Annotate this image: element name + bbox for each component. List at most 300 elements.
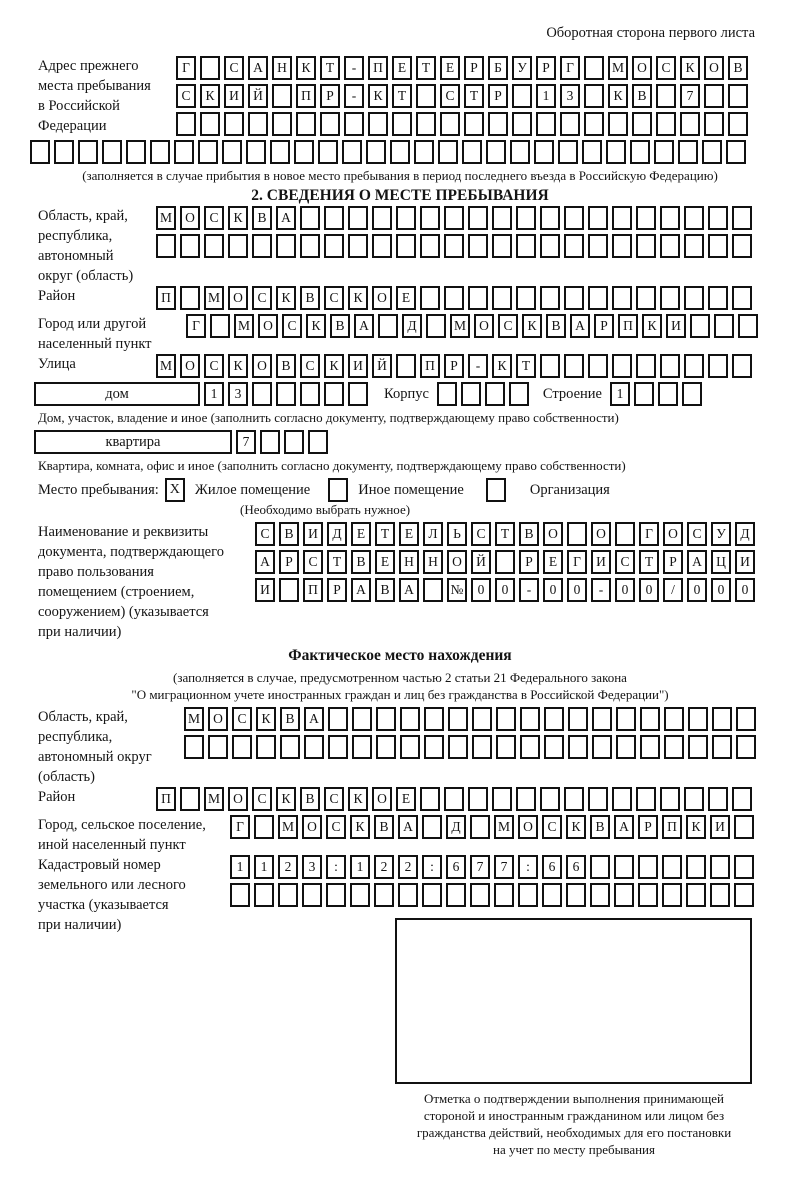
char-cell: О [372, 286, 392, 310]
char-cell [567, 522, 587, 546]
text-line: Адрес прежнего [38, 58, 139, 74]
char-cell [732, 787, 752, 811]
char-cell: О [228, 787, 248, 811]
char-cell [680, 112, 700, 136]
char-cell: Т [392, 84, 412, 108]
char-cell [566, 883, 586, 907]
document-label [38, 522, 255, 642]
char-cell [732, 286, 752, 310]
char-cell [534, 140, 554, 164]
char-cell [376, 735, 396, 759]
char-cell [352, 735, 372, 759]
document-block [38, 522, 800, 642]
char-cell [278, 883, 298, 907]
apartment-note: Квартира, комната, офис и иное (заполнить согласно документу, подтверждающему право собственности) [38, 458, 626, 473]
char-cell: 0 [495, 578, 515, 602]
char-cell [708, 354, 728, 378]
char-cell [590, 855, 610, 879]
char-cell [710, 883, 730, 907]
char-cell: А [255, 550, 275, 574]
char-cell: Ц [711, 550, 731, 574]
char-cell: Е [396, 787, 416, 811]
char-cell [612, 787, 632, 811]
char-cell: 6 [566, 855, 586, 879]
char-cell: Т [516, 354, 536, 378]
prev-address-note: (заполняется в случае прибытия в новое место пребывания в период последнего въезда в Российскую Федерацию) [82, 168, 718, 183]
char-cell [150, 140, 170, 164]
char-cell: О [372, 787, 392, 811]
char-cell [422, 883, 442, 907]
char-cell [464, 112, 484, 136]
char-cell: К [276, 787, 296, 811]
char-cell [492, 234, 512, 258]
char-cell: У [711, 522, 731, 546]
char-cell: - [591, 578, 611, 602]
char-cell [488, 112, 508, 136]
district-label: Район [38, 288, 76, 304]
char-cell [582, 140, 602, 164]
char-cell: А [276, 206, 296, 230]
char-cell [78, 140, 98, 164]
char-cell: О [591, 522, 611, 546]
char-cell [180, 234, 200, 258]
char-cell [468, 286, 488, 310]
char-cell: М [184, 707, 204, 731]
char-cell [686, 883, 706, 907]
char-cell [276, 382, 296, 406]
char-cell [614, 883, 634, 907]
char-cell [400, 707, 420, 731]
char-cell: / [663, 578, 683, 602]
text-line: на учет по месту пребывания [493, 1142, 655, 1157]
text-line: автономный [38, 248, 114, 264]
char-cell: И [224, 84, 244, 108]
char-cell: Н [399, 550, 419, 574]
char-cell [606, 140, 626, 164]
char-cell: 2 [278, 855, 298, 879]
char-cell [254, 815, 274, 839]
stroenie-cells [610, 382, 706, 406]
char-cell: 6 [446, 855, 466, 879]
char-cell [704, 112, 724, 136]
char-cell: А [351, 578, 371, 602]
char-cell: С [232, 707, 252, 731]
korpus-cells [437, 382, 533, 406]
char-cell [472, 707, 492, 731]
char-cell: М [156, 354, 176, 378]
char-cell [348, 234, 368, 258]
char-cell [564, 234, 584, 258]
text-line: гражданства действий, необходимых для его постановки [416, 1125, 732, 1140]
char-cell: К [566, 815, 586, 839]
char-cell [684, 206, 704, 230]
stroenie-label: Строение [542, 386, 602, 402]
char-cell [444, 787, 464, 811]
char-cell [588, 206, 608, 230]
char-cell: В [300, 286, 320, 310]
actual-region-row-2 [184, 735, 760, 759]
char-cell: 2 [374, 855, 394, 879]
char-cell [392, 112, 412, 136]
char-cell: Е [543, 550, 563, 574]
char-cell: О [180, 354, 200, 378]
char-cell: И [303, 522, 323, 546]
char-cell: С [252, 787, 272, 811]
char-cell [560, 112, 580, 136]
char-cell: А [614, 815, 634, 839]
char-cell [276, 234, 296, 258]
char-cell: А [398, 815, 418, 839]
char-cell [656, 112, 676, 136]
prev-address-row-3 [176, 112, 752, 136]
text-line: "О миграционном учете иностранных граждан и лиц без гражданства в Российской Федерации") [131, 687, 669, 702]
actual-region-block [38, 707, 800, 787]
char-cell: В [546, 314, 566, 338]
char-cell: Т [464, 84, 484, 108]
char-cell: 0 [735, 578, 755, 602]
region-grid [156, 206, 756, 262]
char-cell: С [303, 550, 323, 574]
char-cell: М [278, 815, 298, 839]
char-cell: 7 [680, 84, 700, 108]
document-grid [255, 522, 759, 606]
text-line: округ (область) [38, 268, 134, 284]
char-cell [256, 735, 276, 759]
char-cell [342, 140, 362, 164]
char-cell [304, 735, 324, 759]
house-cells [204, 382, 372, 406]
char-cell: Н [423, 550, 443, 574]
char-cell [540, 286, 560, 310]
char-cell: И [666, 314, 686, 338]
char-cell [540, 354, 560, 378]
char-cell [372, 234, 392, 258]
char-cell: 6 [542, 855, 562, 879]
char-cell [704, 84, 724, 108]
char-cell [564, 787, 584, 811]
char-cell [300, 234, 320, 258]
char-cell [664, 707, 684, 731]
cadastral-label [38, 855, 230, 935]
char-cell [588, 787, 608, 811]
char-cell [374, 883, 394, 907]
district-row [156, 286, 756, 310]
char-cell: К [686, 815, 706, 839]
char-cell [662, 855, 682, 879]
char-cell [588, 286, 608, 310]
char-cell [30, 140, 50, 164]
char-cell: 2 [398, 855, 418, 879]
actual-location-note [0, 669, 800, 703]
document-row-3 [255, 578, 759, 602]
text-line: Федерации [38, 118, 107, 134]
char-cell [318, 140, 338, 164]
char-cell [684, 234, 704, 258]
char-cell [208, 735, 228, 759]
char-cell [324, 206, 344, 230]
char-cell: К [642, 314, 662, 338]
char-cell [686, 855, 706, 879]
text-line: Область, край, [38, 709, 128, 725]
char-cell: О [447, 550, 467, 574]
char-cell: С [542, 815, 562, 839]
char-cell [424, 735, 444, 759]
char-cell [279, 578, 299, 602]
char-cell [320, 112, 340, 136]
actual-location-title: Фактическое место нахождения [288, 647, 512, 664]
char-cell [324, 234, 344, 258]
char-cell: : [518, 855, 538, 879]
region-row-1 [156, 206, 756, 230]
char-cell [448, 735, 468, 759]
char-cell [568, 707, 588, 731]
char-cell: В [632, 84, 652, 108]
actual-region-label [38, 707, 184, 787]
char-cell [210, 314, 230, 338]
char-cell [204, 234, 224, 258]
char-cell [564, 354, 584, 378]
char-cell: Е [396, 286, 416, 310]
char-cell [280, 735, 300, 759]
char-cell: С [282, 314, 302, 338]
char-cell [510, 140, 530, 164]
text-line: право пользования [38, 564, 154, 580]
korpus-label: Корпус [384, 386, 429, 402]
char-cell [630, 140, 650, 164]
char-cell [396, 354, 416, 378]
char-cell [636, 286, 656, 310]
prev-address-block [38, 56, 800, 140]
char-cell: Д [327, 522, 347, 546]
char-cell: А [687, 550, 707, 574]
char-cell [102, 140, 122, 164]
char-cell: У [512, 56, 532, 80]
char-cell: 7 [470, 855, 490, 879]
char-cell [738, 314, 758, 338]
char-cell: М [234, 314, 254, 338]
char-cell: П [420, 354, 440, 378]
char-cell [232, 735, 252, 759]
char-cell: К [324, 354, 344, 378]
prev-address-row-2 [176, 84, 752, 108]
text-line: Город или другой [38, 316, 147, 332]
text-line: участка (указывается [38, 897, 169, 913]
char-cell: С [176, 84, 196, 108]
char-cell: О [474, 314, 494, 338]
char-cell: С [204, 206, 224, 230]
char-cell [198, 140, 218, 164]
char-cell [416, 84, 436, 108]
char-cell [300, 206, 320, 230]
char-cell: О [543, 522, 563, 546]
char-cell: Т [320, 56, 340, 80]
char-cell [470, 883, 490, 907]
stay-type-option-organization: Организация [529, 482, 610, 498]
char-cell: - [344, 84, 364, 108]
char-cell: 0 [567, 578, 587, 602]
char-cell: М [450, 314, 470, 338]
char-cell [662, 883, 682, 907]
char-cell [615, 522, 635, 546]
char-cell: С [326, 815, 346, 839]
char-cell: К [522, 314, 542, 338]
char-cell [564, 286, 584, 310]
char-cell: Е [375, 550, 395, 574]
char-cell [350, 883, 370, 907]
char-cell [734, 815, 754, 839]
char-cell [390, 140, 410, 164]
char-cell [352, 707, 372, 731]
char-cell [492, 787, 512, 811]
char-cell [176, 112, 196, 136]
char-cell [495, 550, 515, 574]
char-cell [660, 787, 680, 811]
char-cell [640, 707, 660, 731]
char-cell: 3 [228, 382, 248, 406]
char-cell [200, 112, 220, 136]
char-cell: 1 [610, 382, 630, 406]
char-cell: Р [444, 354, 464, 378]
char-cell: В [375, 578, 395, 602]
char-cell [348, 382, 368, 406]
char-cell [536, 112, 556, 136]
actual-city-block [38, 815, 800, 855]
char-cell [470, 815, 490, 839]
char-cell [468, 206, 488, 230]
district-block [38, 286, 800, 314]
char-cell: Д [402, 314, 422, 338]
char-cell [420, 234, 440, 258]
char-cell [496, 735, 516, 759]
char-cell [732, 234, 752, 258]
char-cell [708, 206, 728, 230]
char-cell: О [208, 707, 228, 731]
char-cell: - [519, 578, 539, 602]
char-cell [180, 286, 200, 310]
char-cell [468, 234, 488, 258]
prev-address-grid [176, 56, 752, 140]
prev-address-row-4 [30, 140, 800, 164]
text-line: в Российской [38, 98, 120, 114]
char-cell: Ь [447, 522, 467, 546]
char-cell: Г [186, 314, 206, 338]
house-note: Дом, участок, владение и иное (заполнить согласно документу, подтверждающему право собственности) [38, 410, 619, 425]
char-cell: П [156, 787, 176, 811]
apartment-box: квартира [34, 430, 232, 454]
page-side-note: Оборотная сторона первого листа [546, 25, 755, 41]
street-row [156, 354, 756, 378]
char-cell [270, 140, 290, 164]
char-cell: М [608, 56, 628, 80]
char-cell [688, 707, 708, 731]
char-cell: 1 [536, 84, 556, 108]
char-cell [654, 140, 674, 164]
char-cell [252, 234, 272, 258]
char-cell [684, 286, 704, 310]
char-cell: И [591, 550, 611, 574]
region-block [38, 206, 800, 286]
char-cell [564, 206, 584, 230]
char-cell [702, 140, 722, 164]
char-cell [540, 787, 560, 811]
char-cell: - [468, 354, 488, 378]
char-cell [588, 234, 608, 258]
text-line: (заполняется в случае, предусмотренном частью 2 статьи 21 Федерального закона [173, 670, 627, 685]
char-cell [708, 234, 728, 258]
char-cell [400, 735, 420, 759]
char-cell: С [471, 522, 491, 546]
char-cell: О [704, 56, 724, 80]
stay-type-option-other-premises: Иное помещение [358, 482, 464, 498]
char-cell [308, 430, 328, 454]
char-cell [660, 206, 680, 230]
char-cell: Т [416, 56, 436, 80]
char-cell: К [348, 286, 368, 310]
char-cell [448, 707, 468, 731]
char-cell: К [348, 787, 368, 811]
char-cell: К [680, 56, 700, 80]
char-cell: 0 [615, 578, 635, 602]
document-row-2 [255, 550, 759, 574]
char-cell [422, 815, 442, 839]
char-cell [348, 206, 368, 230]
char-cell: С [224, 56, 244, 80]
char-cell: О [258, 314, 278, 338]
text-line: (область) [38, 769, 95, 785]
char-cell [638, 883, 658, 907]
char-cell: К [228, 206, 248, 230]
char-cell: 3 [302, 855, 322, 879]
char-cell [520, 707, 540, 731]
char-cell: И [735, 550, 755, 574]
char-cell: : [422, 855, 442, 879]
char-cell: И [348, 354, 368, 378]
char-cell: Р [320, 84, 340, 108]
char-cell: К [608, 84, 628, 108]
char-cell [420, 206, 440, 230]
char-cell: Г [230, 815, 250, 839]
registration-stamp-box [395, 918, 752, 1084]
actual-city-row [230, 815, 758, 839]
section2-title: 2. СВЕДЕНИЯ О МЕСТЕ ПРЕБЫВАНИЯ [251, 187, 549, 204]
char-cell: 0 [687, 578, 707, 602]
city-row [186, 314, 762, 338]
char-cell: О [228, 286, 248, 310]
char-cell [328, 707, 348, 731]
stay-type-checkbox-organization [486, 478, 506, 502]
char-cell: С [656, 56, 676, 80]
text-line: земельного или лесного [38, 877, 186, 893]
char-cell [174, 140, 194, 164]
char-cell [396, 206, 416, 230]
char-cell [156, 234, 176, 258]
char-cell: Б [488, 56, 508, 80]
char-cell: К [200, 84, 220, 108]
char-cell [558, 140, 578, 164]
char-cell [636, 787, 656, 811]
char-cell [328, 735, 348, 759]
char-cell [584, 84, 604, 108]
char-cell [638, 855, 658, 879]
text-line: Область, край, [38, 208, 128, 224]
cadastral-row-2 [230, 883, 758, 907]
char-cell [516, 206, 536, 230]
char-cell: - [344, 56, 364, 80]
char-cell: П [156, 286, 176, 310]
char-cell: Р [594, 314, 614, 338]
char-cell [612, 354, 632, 378]
char-cell [437, 382, 457, 406]
